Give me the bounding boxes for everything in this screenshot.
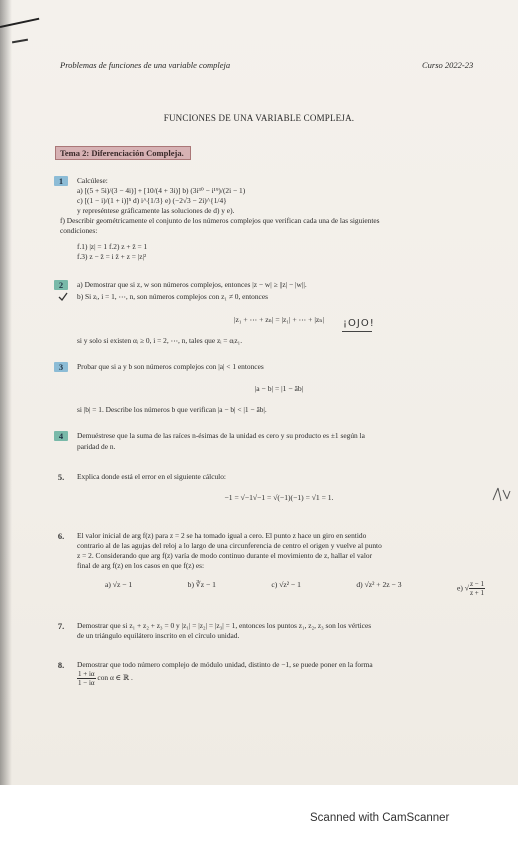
problem-8-numerator: 1 + iα [78, 670, 95, 678]
option-d: d) √z² + 2z − 3 [356, 580, 402, 589]
option-e-label: e) [456, 583, 463, 593]
problem-1-line: c) [(1 − i)/(1 + i)]⁵ d) i^{1/3} e) (−2√3 − 2i)^{1/4} [77, 196, 227, 205]
problem-number-4: 4 [54, 431, 68, 441]
section-heading-tema: Tema 2: Diferenciación Compleja. [55, 146, 191, 160]
option-c: c) √z² − 1 [271, 580, 301, 589]
problem-1-line: f) Describir geométricamente el conjunto de los números complejos que verifican cada una de las siguientes [60, 216, 380, 225]
problem-number-6: 6. [57, 531, 65, 541]
problem-2-line: b) Si zᵢ, i = 1, ⋯, n, son números complejos con z₁ ≠ 0, entonces [77, 292, 268, 301]
document-title: FUNCIONES DE UNA VARIABLE COMPLEJA. [163, 113, 355, 123]
check-mark-icon [58, 292, 68, 302]
option-e-fraction [469, 580, 485, 597]
problem-8-line: Demostrar que todo número complejo de módulo unidad, distinto de −1, se puede poner en la forma [77, 660, 373, 669]
problem-8-fraction [77, 670, 96, 687]
option-e: e) √ $\frac{z - 1}{z + 1}$ [456, 580, 484, 597]
problem-1-line: f.3) z − z̄ = i z̄ + z = |z|² [77, 252, 147, 261]
problem-number-8: 8. [57, 660, 65, 670]
problem-number-1: 1 [54, 176, 68, 186]
problem-number-7: 7. [57, 621, 65, 631]
handwritten-underline [342, 331, 372, 332]
problem-4-line: paridad de n. [77, 442, 116, 451]
problem-6-line: El valor inicial de arg f(z) para z = 2 se ha tomado igual a cero. El punto z hace un giro en sentido [77, 531, 367, 540]
pen-mark-small [12, 39, 28, 44]
problem-6-line: final de arg f(z) en los casos en que f(z) es: [77, 561, 205, 570]
problem-2-line: a) Demostrar que si z, w son números complejos, entonces |z − w| ≥ ||z| − |w||. [77, 280, 307, 289]
header-course-name: Problemas de funciones de una variable compleja [60, 60, 231, 70]
problem-8-form [77, 670, 133, 687]
option-b: b) ∛z − 1 [187, 580, 216, 589]
problem-8-condition: con α ∈ ℝ . [97, 673, 133, 683]
problem-1-line: f.1) |z| = 1 f.2) z + z̄ = 1 [77, 242, 148, 251]
problem-2-formula: |z₁ + ⋯ + zₙ| = |z₁| + ⋯ + |zₙ| [233, 315, 325, 324]
header-course-year: Curso 2022-23 [422, 60, 474, 70]
problem-7-line: de un triángulo equilátero inscrito en el círculo unidad. [77, 631, 240, 640]
problem-3-line: si |b| = 1. Describe los números b que verifican |a − b| < |1 − āb|. [77, 405, 267, 414]
problem-3-formula: |a − b| = |1 − āb| [254, 384, 304, 393]
problem-number-3: 3 [54, 362, 68, 372]
problem-5-line: Explica donde está el error en el siguiente cálculo: [77, 472, 226, 481]
problem-5-formula: −1 = √−1√−1 = √(−1)(−1) = √1 = 1. [224, 493, 334, 502]
option-e-denominator: z + 1 [469, 589, 484, 597]
problem-8-denominator: 1 − iα [78, 679, 95, 687]
problem-1-line: y represéntese gráficamente las soluciones de d) y e). [77, 206, 235, 215]
problem-4-line: Demuéstrese que la suma de las raíces n-ésimas de la unidad es cero y su producto es ±1 según la [77, 431, 365, 440]
problem-1-line: condiciones: [60, 226, 98, 235]
scanner-watermark: Scanned with CamScanner [310, 812, 450, 824]
handwritten-note: ¡OJO! [343, 318, 375, 329]
problem-1-line: Calcúlese: [77, 176, 108, 185]
problem-number-2: 2 [54, 280, 68, 290]
problem-1-line: a) [(5 + 5i)/(3 − 4i)] + [10/(4 + 3i)] b) (3i³⁰ − i¹⁹)/(2i − 1) [77, 186, 246, 195]
option-e-numerator: z − 1 [469, 580, 484, 588]
problem-6-line: z = 2. Considerando que arg f(z) varía de modo continuo durante el movimiento de z, hallar el valor [77, 551, 373, 560]
problem-6-line: contrario al de las agujas del reloj a lo largo de una circunferencia de centro el origen y vuelve al punto [77, 541, 382, 550]
problem-number-5: 5. [57, 472, 65, 482]
handwritten-scribble-icon [490, 485, 512, 505]
problem-7-line: Demostrar que si z₁ + z₂ + z₃ = 0 y |z₁| = |z₂| = |z₃| = 1, entonces los puntos z₁, z₂, z₃ son los vértices [77, 621, 372, 630]
problem-6-options [105, 580, 485, 597]
problem-3-line: Probar que si a y b son números complejos con |a| < 1 entonces [77, 362, 264, 371]
option-a: a) √z − 1 [105, 580, 133, 589]
problem-2-line: si y solo si existen αᵢ ≥ 0, i = 2, ⋯, n, tales que zᵢ = αᵢz₁. [77, 336, 243, 345]
